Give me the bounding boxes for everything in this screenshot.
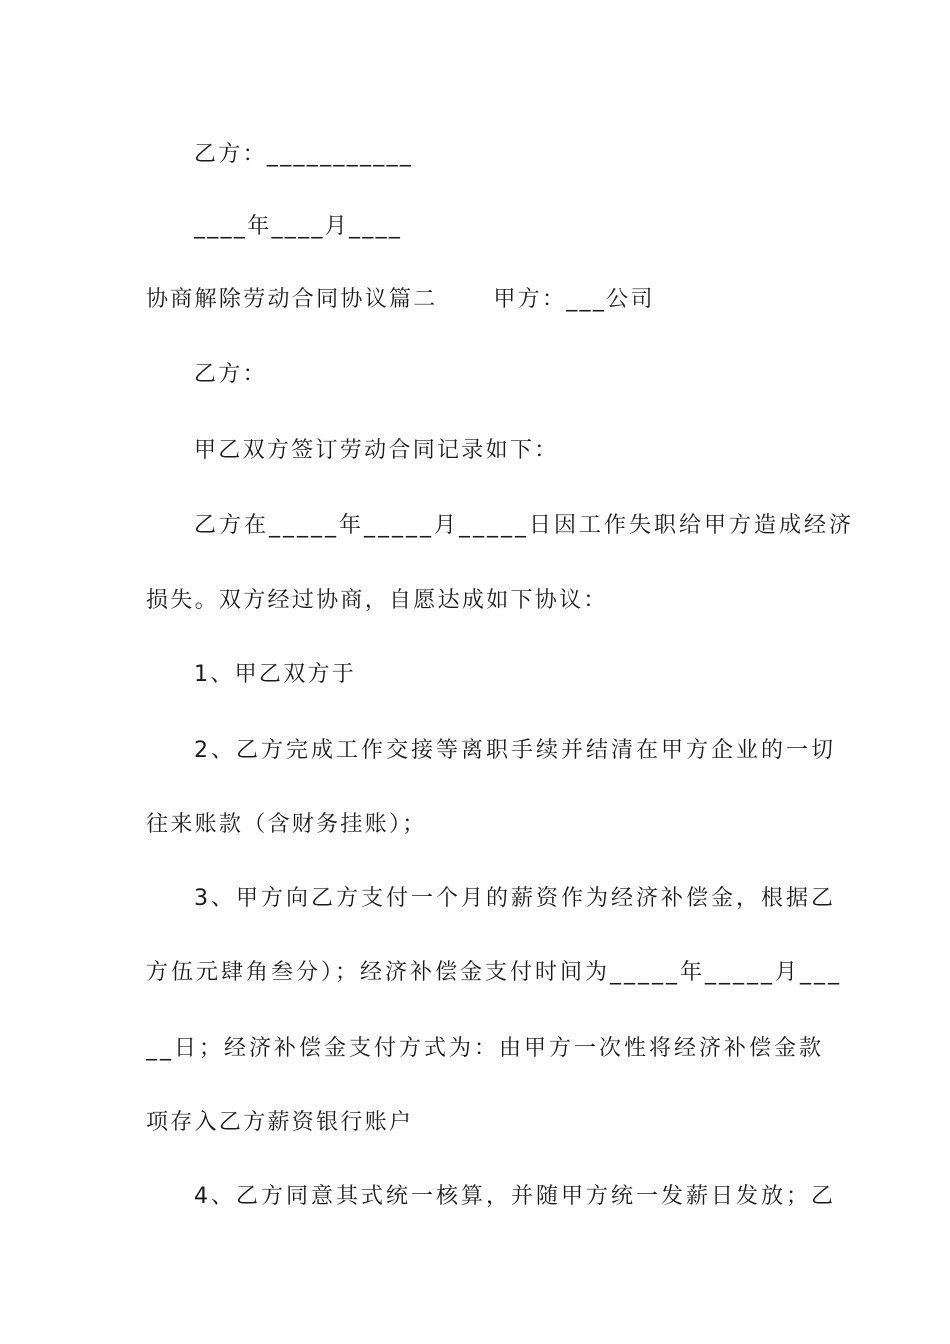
clause-line: 2、乙方完成工作交接等离职手续并结清在甲方企业的一切 <box>194 738 836 763</box>
clause-line: 4、乙方同意其式统一核算，并随甲方统一发薪日发放；乙 <box>194 1184 836 1209</box>
date-line: ____年____月____ <box>194 214 403 239</box>
clause-line: __日；经济补偿金支付方式为：由甲方一次性将经济补偿金款 <box>146 1036 825 1061</box>
party-b-signature-line: 乙方：___________ <box>194 142 414 167</box>
paragraph-line: 乙方在_____年_____月_____日因工作失职给甲方造成经济 <box>194 513 855 538</box>
paragraph-line: 甲乙双方签订劳动合同记录如下： <box>194 438 559 463</box>
clause-line: 方伍元肆角叁分）；经济补偿金支付时间为_____年_____月___ <box>146 960 843 985</box>
section-title-line: 协商解除劳动合同协议篇二 甲方：___公司 <box>146 287 655 312</box>
clause-line: 1、甲乙双方于 <box>194 662 357 687</box>
paragraph-line: 损失。双方经过协商，自愿达成如下协议： <box>146 588 608 613</box>
clause-line: 3、甲方向乙方支付一个月的薪资作为经济补偿金，根据乙 <box>194 886 836 911</box>
party-b-line: 乙方： <box>194 362 267 387</box>
clause-line: 项存入乙方薪资银行账户 <box>146 1110 414 1135</box>
clause-line: 往来账款（含财务挂账）； <box>146 812 427 837</box>
